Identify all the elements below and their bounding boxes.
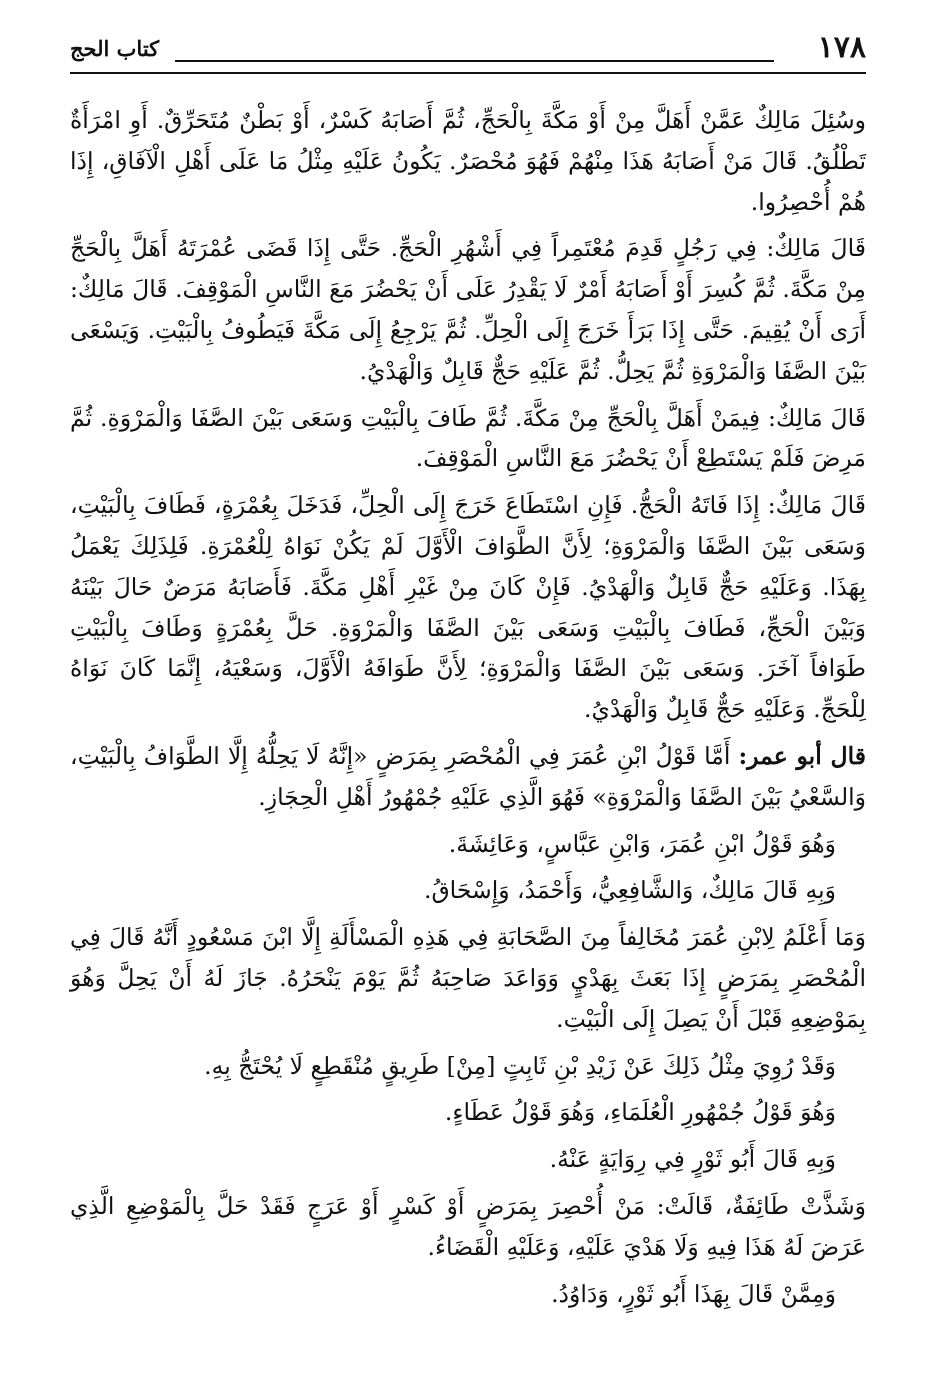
page-number: ١٧٨ (817, 30, 866, 65)
paragraph (70, 1092, 866, 1133)
paragraph-text: وَهُوَ قَوْلُ جُمْهُورِ الْعُلَمَاءِ، وَهُوَ قَوْلُ عَطَاءٍ. (444, 1098, 836, 1127)
paragraph-text: أَمَّا قَوْلُ ابْنِ عُمَرَ فِي الْمُحْصَرِ بِمَرَضٍ «إِنَّهُ لَا يَحِلُّهُ إِلَّا الطَّوَافُ بِالْبَيْتِ، وَالسَّعْيُ بَيْنَ الصَّفَا وَالْمَرْوَةِ» فَهُوَ الَّذِي عَلَيْهِ جُمْهُورُ أَهْلِ الْحِجَازِ. (70, 741, 866, 811)
paragraph-text: قَالَ مَالِكٌ: إِذَا فَاتَهُ الْحَجُّ. فَإِنِ اسْتَطَاعَ خَرَجَ إِلَى الْحِلِّ، فَدَخَلَ بِعُمْرَةٍ، فَطَافَ بِالْبَيْتِ، وَسَعَى بَيْنَ الصَّفَا وَالْمَرْوَةِ؛ لِأَنَّ الطَّوَافَ الْأَوَّلَ لَمْ يَكُنْ نَوَاهُ لِلْعُمْرَةِ. فَلِذَلِكَ يَعْمَلُ بِهَذَا. وَعَلَيْهِ حَجٌّ قَابِلٌ وَالْهَدْيُ. فَإِنْ كَانَ مِنْ غَيْرِ أَهْلِ مَكَّةَ. فَأَصَابَهُ مَرَضٌ حَالَ بَيْنَهُ وَبَيْنَ الْحَجِّ، فَطَافَ بِالْبَيْتِ وَسَعَى بَيْنَ الصَّفَا وَالْمَرْوَةِ. حَلَّ بِعُمْرَةٍ وَطَافَ بِالْبَيْتِ طَوَافاً آخَرَ. وَسَعَى بَيْنَ الصَّفَا وَالْمَرْوَةِ؛ لِأَنَّ طَوَافَهُ الْأَوَّلَ، وَسَعْيَهُ، إِنَّمَا كَانَ نَوَاهُ لِلْحَجِّ. وَعَلَيْهِ حَجٌّ قَابِلٌ وَالْهَدْيُ. (70, 491, 866, 724)
paragraph (70, 1186, 866, 1268)
paragraph (70, 1274, 866, 1315)
paragraph-text: قَالَ مَالِكٌ: فِيمَنْ أَهَلَّ بِالْحَجِّ مِنْ مَكَّةَ. ثُمَّ طَافَ بِالْبَيْتِ وَسَعَى بَيْنَ الصَّفَا وَالْمَرْوَةِ. ثُمَّ مَرِضَ فَلَمْ يَسْتَطِعْ أَنْ يَحْضُرَ مَعَ النَّاسِ الْمَوْقِفَ. (70, 403, 866, 473)
paragraph-lead: قال أبو عمر: (738, 741, 866, 770)
paragraph (70, 485, 866, 730)
paragraph (70, 736, 866, 818)
body-text (70, 100, 866, 1320)
running-title: كتاب الحج (70, 36, 160, 61)
paragraph-text: وَمَا أَعْلَمُ لِابْنِ عُمَرَ مُخَالِفاً مِنَ الصَّحَابَةِ فِي هَذِهِ الْمَسْأَلَةِ إِلَّا ابْنَ مَسْعُودٍ أَنَّهُ قَالَ فِي الْمُحْصَرِ بِمَرَضٍ إِذَا بَعَثَ بِهَدْيٍ وَوَاعَدَ صَاحِبَهُ ثُمَّ يَوْمَ يَنْحَرُهُ. جَازَ لَهُ أَنْ يَحِلَّ وَهُوَ بِمَوْضِعِهِ قَبْلَ أَنْ يَصِلَ إِلَى الْبَيْتِ. (70, 923, 866, 1033)
paragraph-text: وَقَدْ رُوِيَ مِثْلُ ذَلِكَ عَنْ زَيْدِ بْنِ ثَابِتٍ [مِنْ] طَرِيقٍ مُنْقَطِعٍ لَا يُحْتَجُّ بِهِ. (204, 1051, 836, 1080)
paragraph (70, 100, 866, 222)
paragraph-text: وسُئِلَ مَالِكٌ عَمَّنْ أَهَلَّ مِنْ أَوْ مَكَّةَ بِالْحَجِّ، ثُمَّ أَصَابَهُ كَسْرٌ، أَوْ بَطْنٌ مُتَحَرِّقٌ. أَوِ امْرَأَةٌ تَطْلُقُ. قَالَ مَنْ أَصَابَهُ هَذَا مِنْهُمْ فَهُوَ مُحْصَرٌ. يَكُونُ عَلَيْهِ مِثْلُ مَا عَلَى أَهْلِ الْآفَاقِ، إِذَا هُمْ أُحْصِرُوا. (70, 106, 866, 216)
paragraph-text: قَالَ مَالِكٌ: فِي رَجُلٍ قَدِمَ مُعْتَمِراً فِي أَشْهُرِ الْحَجِّ. حَتَّى إِذَا قَضَى عُمْرَتَهُ أَهَلَّ بِالْحَجِّ مِنْ مَكَّةَ. ثُمَّ كُسِرَ أَوْ أَصَابَهُ أَمْرٌ لَا يَقْدِرُ عَلَى أَنْ يَحْضُرَ مَعَ النَّاسِ الْمَوْقِفَ. قَالَ مَالِكٌ: أَرَى أَنْ يُقِيمَ. حَتَّى إِذَا بَرَأَ خَرَجَ إِلَى الْحِلِّ. ثُمَّ يَرْجِعُ إِلَى مَكَّةَ فَيَطُوفُ بِالْبَيْتِ. وَيَسْعَى بَيْنَ الصَّفَا وَالْمَرْوَةِ ثُمَّ يَحِلُّ. ثُمَّ عَلَيْهِ حَجٌّ قَابِلٌ وَالْهَدْيُ. (70, 234, 866, 385)
header-divider (70, 72, 866, 74)
paragraph-text: وَبِهِ قَالَ أَبُو ثَوْرٍ فِي رِوَايَةٍ عَنْهُ. (549, 1145, 836, 1174)
paragraph (70, 398, 866, 480)
header-rule (175, 60, 774, 62)
paragraph (70, 228, 866, 391)
paragraph-text: وَشَذَّتْ طَائِفَةٌ، قَالَتْ: مَنْ أُحْصِرَ بِمَرَضٍ أَوْ كَسْرٍ أَوْ عَرَجٍ فَقَدْ حَلَّ بِالْمَوْضِعِ الَّذِي عَرَضَ لَهُ هَذَا فِيهِ وَلَا هَدْيَ عَلَيْهِ، وَعَلَيْهِ الْقَضَاءُ. (70, 1191, 866, 1261)
paragraph (70, 824, 866, 865)
paragraph (70, 1139, 866, 1180)
paragraph (70, 917, 866, 1039)
paragraph (70, 870, 866, 911)
paragraph-text: وَمِمَّنْ قَالَ بِهَذَا أَبُو ثَوْرٍ، وَدَاوُدُ. (551, 1279, 836, 1308)
paragraph (70, 1046, 866, 1087)
paragraph-text: وَهُوَ قَوْلُ ابْنِ عُمَرَ، وَابْنِ عَبَّاسٍ، وَعَائِشَةَ. (448, 829, 836, 858)
book-page (70, 0, 866, 1386)
page-header (70, 28, 866, 76)
paragraph-text: وَبِهِ قَالَ مَالِكٌ، وَالشَّافِعِيُّ، وَأَحْمَدُ، وَإِسْحَاقُ. (423, 876, 836, 905)
